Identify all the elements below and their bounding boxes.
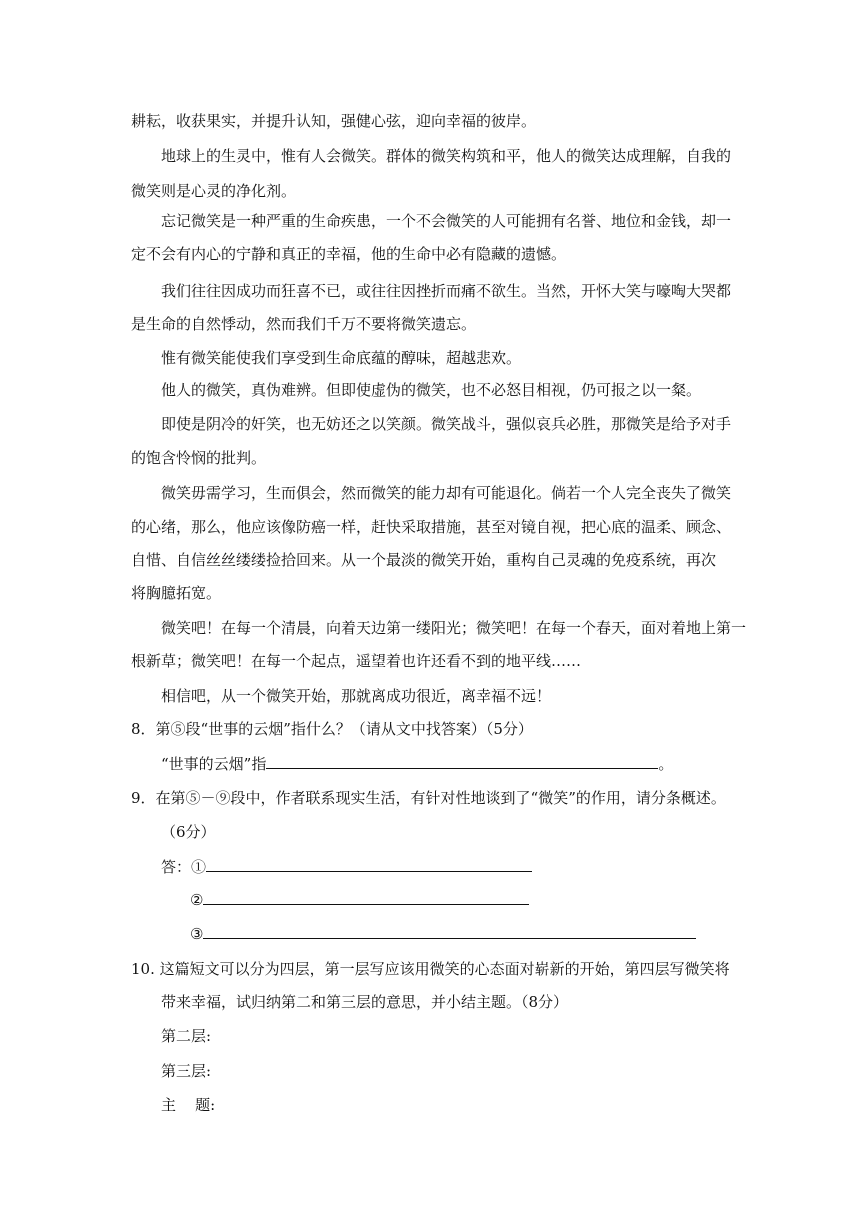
passage-line: 他人的微笑，真伪难辨。但即使虚伪的微笑，也不必怒目相视，仍可报之以一粲。 bbox=[161, 381, 702, 399]
question-9-answer-1 bbox=[161, 857, 532, 877]
marker-1: ① bbox=[191, 858, 207, 876]
question-10-layer-2: 第二层: bbox=[161, 1027, 212, 1045]
question-9-answer-2 bbox=[190, 890, 529, 910]
passage-line: 惟有微笑能使我们享受到生命底蕴的醇味，超越悲欢。 bbox=[161, 349, 522, 367]
question-10-layer-3: 第三层: bbox=[161, 1062, 212, 1080]
question-10-prompt-line-2: 带来幸福，试归纳第二和第三层的意思，并小结主题。（8分） bbox=[161, 993, 569, 1011]
passage-line: 微笑则是心灵的净化剂。 bbox=[131, 182, 297, 200]
answer-suffix: 。 bbox=[658, 755, 674, 773]
passage-line: 地球上的生灵中，惟有人会微笑。群体的微笑构筑和平，他人的微笑达成理解，自我的 bbox=[161, 147, 732, 165]
question-10-prompt-line-1: 10. 这篇短文可以分为四层，第一层写应该用微笑的心态面对崭新的开始，第四层写微笑将 bbox=[131, 960, 730, 978]
question-9-answer-3 bbox=[190, 924, 696, 944]
passage-line: 我们往往因成功而狂喜不已，或往往因挫折而痛不欲生。当然，开怀大笑与嚎啕大哭都 bbox=[161, 282, 732, 300]
passage-line: 忘记微笑是一种严重的生命疾患，一个不会微笑的人可能拥有名誉、地位和金钱，却一 bbox=[161, 212, 732, 230]
passage-line: 微笑毋需学习，生而俱会，然而微笑的能力却有可能退化。倘若一个人完全丧失了微笑 bbox=[161, 484, 732, 502]
passage-line: 定不会有内心的宁静和真正的幸福，他的生命中必有隐藏的遗憾。 bbox=[131, 245, 567, 263]
passage-line: 是生命的自然悸动，然而我们千万不要将微笑遗忘。 bbox=[131, 315, 477, 333]
passage-line: 相信吧，从一个微笑开始，那就离成功很近，离幸福不远！ bbox=[161, 687, 552, 705]
question-9-score: （6分） bbox=[161, 823, 216, 841]
marker-3: ③ bbox=[190, 925, 204, 943]
question-9-prompt: 9．在第⑤－⑨段中，作者联系现实生活，有针对性地谈到了“微笑”的作用，请分条概述。 bbox=[131, 789, 726, 807]
answer-prefix: “世事的云烟”指 bbox=[161, 755, 267, 773]
passage-line: 根新草；微笑吧！在每一个起点，遥望着也许还看不到的地平线…… bbox=[131, 652, 582, 670]
passage-line: 将胸臆拓宽。 bbox=[131, 584, 222, 602]
question-10-theme: 主 题: bbox=[161, 1096, 216, 1114]
passage-line: 的饱含怜悯的批判。 bbox=[131, 449, 267, 467]
passage-line: 耕耘，收获果实，并提升认知，强健心弦，迎向幸福的彼岸。 bbox=[131, 112, 537, 130]
answer-blank[interactable] bbox=[206, 857, 532, 872]
passage-line: 微笑吧！在每一个清晨，向着天边第一缕阳光；微笑吧！在每一个春天，面对着地上第一 bbox=[161, 619, 747, 637]
answer-blank[interactable] bbox=[203, 924, 696, 939]
passage-line: 自惜、自信丝丝缕缕捡拾回来。从一个最淡的微笑开始，重构自己灵魂的免疫系统，再次 bbox=[131, 551, 717, 569]
passage-line: 的心绪，那么，他应该像防癌一样，赶快采取措施，甚至对镜自视，把心底的温柔、顾念、 bbox=[131, 518, 732, 536]
question-8-answer-line bbox=[161, 754, 673, 774]
answer-blank[interactable] bbox=[266, 754, 658, 769]
question-8-prompt: 8．第⑤段“世事的云烟”指什么？（请从文中找答案）（5分） bbox=[131, 720, 533, 738]
passage-line: 即使是阴冷的奸笑，也无妨还之以笑颜。微笑战斗，强似哀兵必胜，那微笑是给予对手 bbox=[161, 415, 732, 433]
answer-blank[interactable] bbox=[203, 890, 529, 905]
marker-2: ② bbox=[190, 891, 204, 909]
answer-label: 答： bbox=[161, 858, 192, 876]
